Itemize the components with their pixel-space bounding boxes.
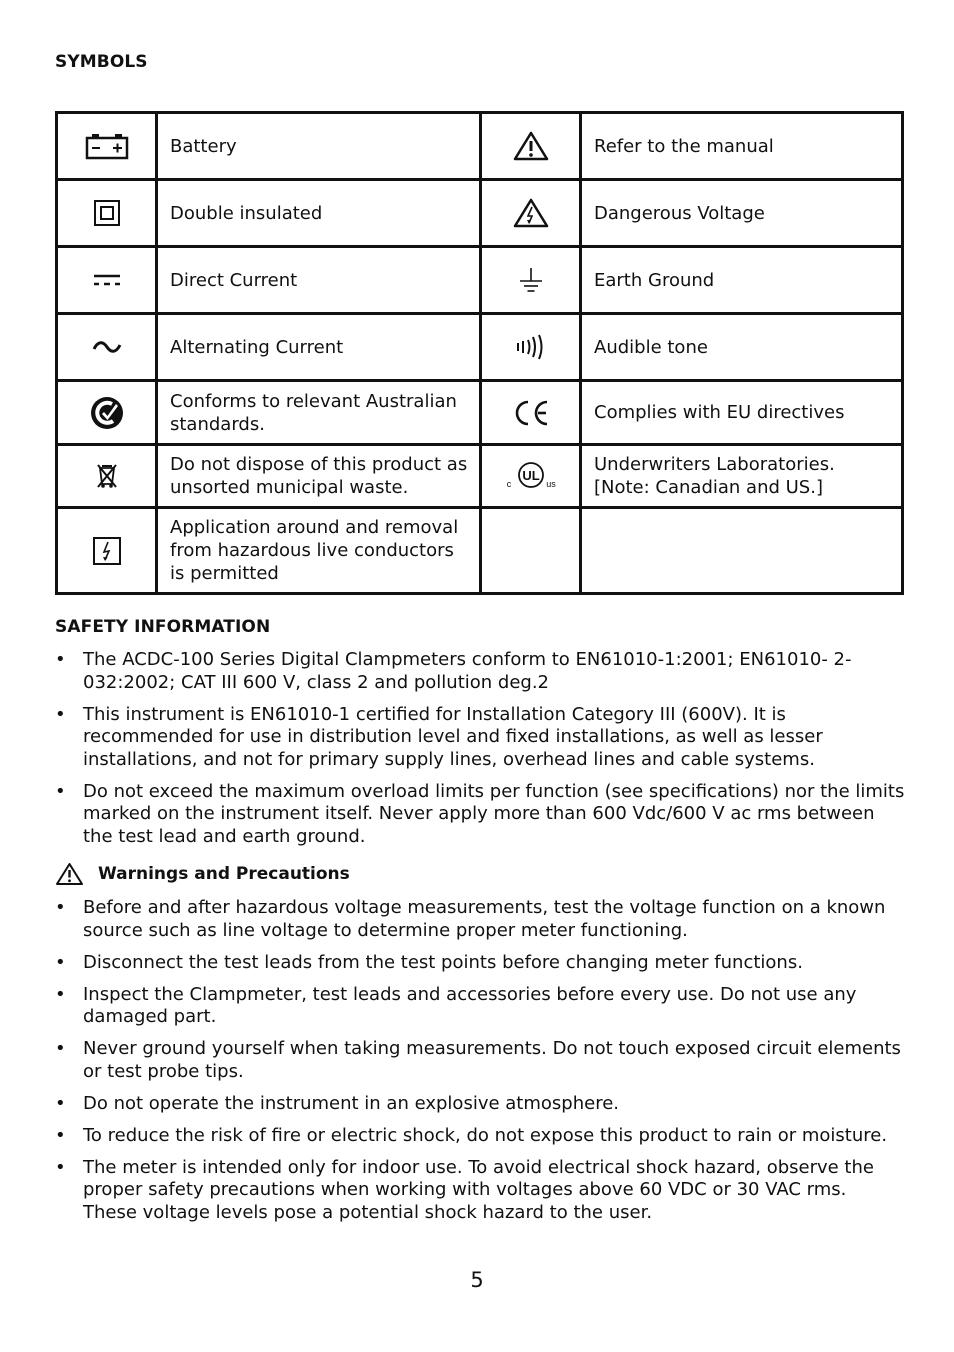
symbol-label: Alternating Current (157, 314, 481, 381)
empty-label-cell (581, 508, 903, 594)
symbol-label: Complies with EU directives (581, 381, 903, 445)
list-item: • Do not operate the instrument in an explosive atmosphere. (55, 1093, 905, 1116)
symbols-heading: SYMBOLS (55, 52, 148, 72)
warning-triangle-icon (55, 862, 84, 886)
weee-bin-icon (57, 445, 157, 508)
table-row (57, 445, 903, 508)
warnings-list (55, 897, 905, 1234)
table-row (57, 247, 903, 314)
table-row (57, 508, 903, 594)
list-item: • Inspect the Clampmeter, test leads and accessories before every use. Do not use any damaged part. (55, 984, 905, 1029)
list-item: • Do not exceed the maximum overload limits per function (see specifications) nor the limits marked on the instrument itself. Never apply more than 600 Vdc/600 V ac rms between the test lead and earth ground. (55, 781, 905, 849)
table-row (57, 381, 903, 445)
list-item: • Before and after hazardous voltage measurements, test the voltage function on a known source such as line voltage to determine proper meter functioning. (55, 897, 905, 942)
symbol-label: Double insulated (157, 180, 481, 247)
symbol-label: Earth Ground (581, 247, 903, 314)
ce-mark-icon (481, 381, 581, 445)
safety-list (55, 649, 905, 858)
symbol-label: Refer to the manual (581, 113, 903, 180)
earth-ground-icon (481, 247, 581, 314)
symbol-label: Direct Current (157, 247, 481, 314)
list-item: • Never ground yourself when taking measurements. Do not touch exposed circuit elements or test probe tips. (55, 1038, 905, 1083)
list-item: • To reduce the risk of fire or electric shock, do not expose this product to rain or moisture. (55, 1125, 905, 1148)
ul-mark-us: us (545, 479, 556, 489)
direct-current-icon (57, 247, 157, 314)
symbol-label: Underwriters Laboratories. [Note: Canadian and US.] (581, 445, 903, 508)
symbol-label: Battery (157, 113, 481, 180)
empty-icon-cell (481, 508, 581, 594)
ul-mark-c: c (506, 479, 511, 489)
table-row (57, 113, 903, 180)
alternating-current-icon (57, 314, 157, 381)
list-item: • This instrument is EN61010-1 certified for Installation Category III (600V). It is recommended for use in distribution level and fixed installations, as well as lesser installations, and not for primary supply lines, overhead lines and cable systems. (55, 704, 905, 772)
page-number: 5 (470, 1268, 484, 1292)
double-insulated-icon (57, 180, 157, 247)
live-conductor-icon (57, 508, 157, 594)
symbol-label: Conforms to relevant Australian standards. (157, 381, 481, 445)
symbol-label: Application around and removal from hazardous live conductors is permitted (157, 508, 481, 594)
safety-heading: SAFETY INFORMATION (55, 617, 271, 637)
symbol-label: Dangerous Voltage (581, 180, 903, 247)
symbol-label: Audible tone (581, 314, 903, 381)
list-item: • The meter is intended only for indoor use. To avoid electrical shock hazard, observe the proper safety precautions when working with voltages above 60 VDC or 30 VAC rms. These voltage levels pose a potential shock hazard to the user. (55, 1157, 905, 1225)
list-item: • Disconnect the test leads from the test points before changing meter functions. (55, 952, 905, 975)
warnings-heading: Warnings and Precautions (98, 864, 350, 884)
list-item: • The ACDC-100 Series Digital Clampmeters conform to EN61010-1:2001; EN61010- 2-032:2002; CAT III 600 V, class 2 and pollution deg.2 (55, 649, 905, 694)
audible-tone-icon (481, 314, 581, 381)
dangerous-voltage-icon (481, 180, 581, 247)
ctick-icon (57, 381, 157, 445)
table-row (57, 314, 903, 381)
symbol-label: Do not dispose of this product as unsorted municipal waste. (157, 445, 481, 508)
warning-triangle-icon (481, 113, 581, 180)
ul-mark-text: UL (521, 468, 540, 483)
warnings-header (55, 862, 350, 886)
cul-us-icon (481, 445, 581, 508)
battery-icon (57, 113, 157, 180)
symbols-table (55, 111, 904, 595)
table-row (57, 180, 903, 247)
